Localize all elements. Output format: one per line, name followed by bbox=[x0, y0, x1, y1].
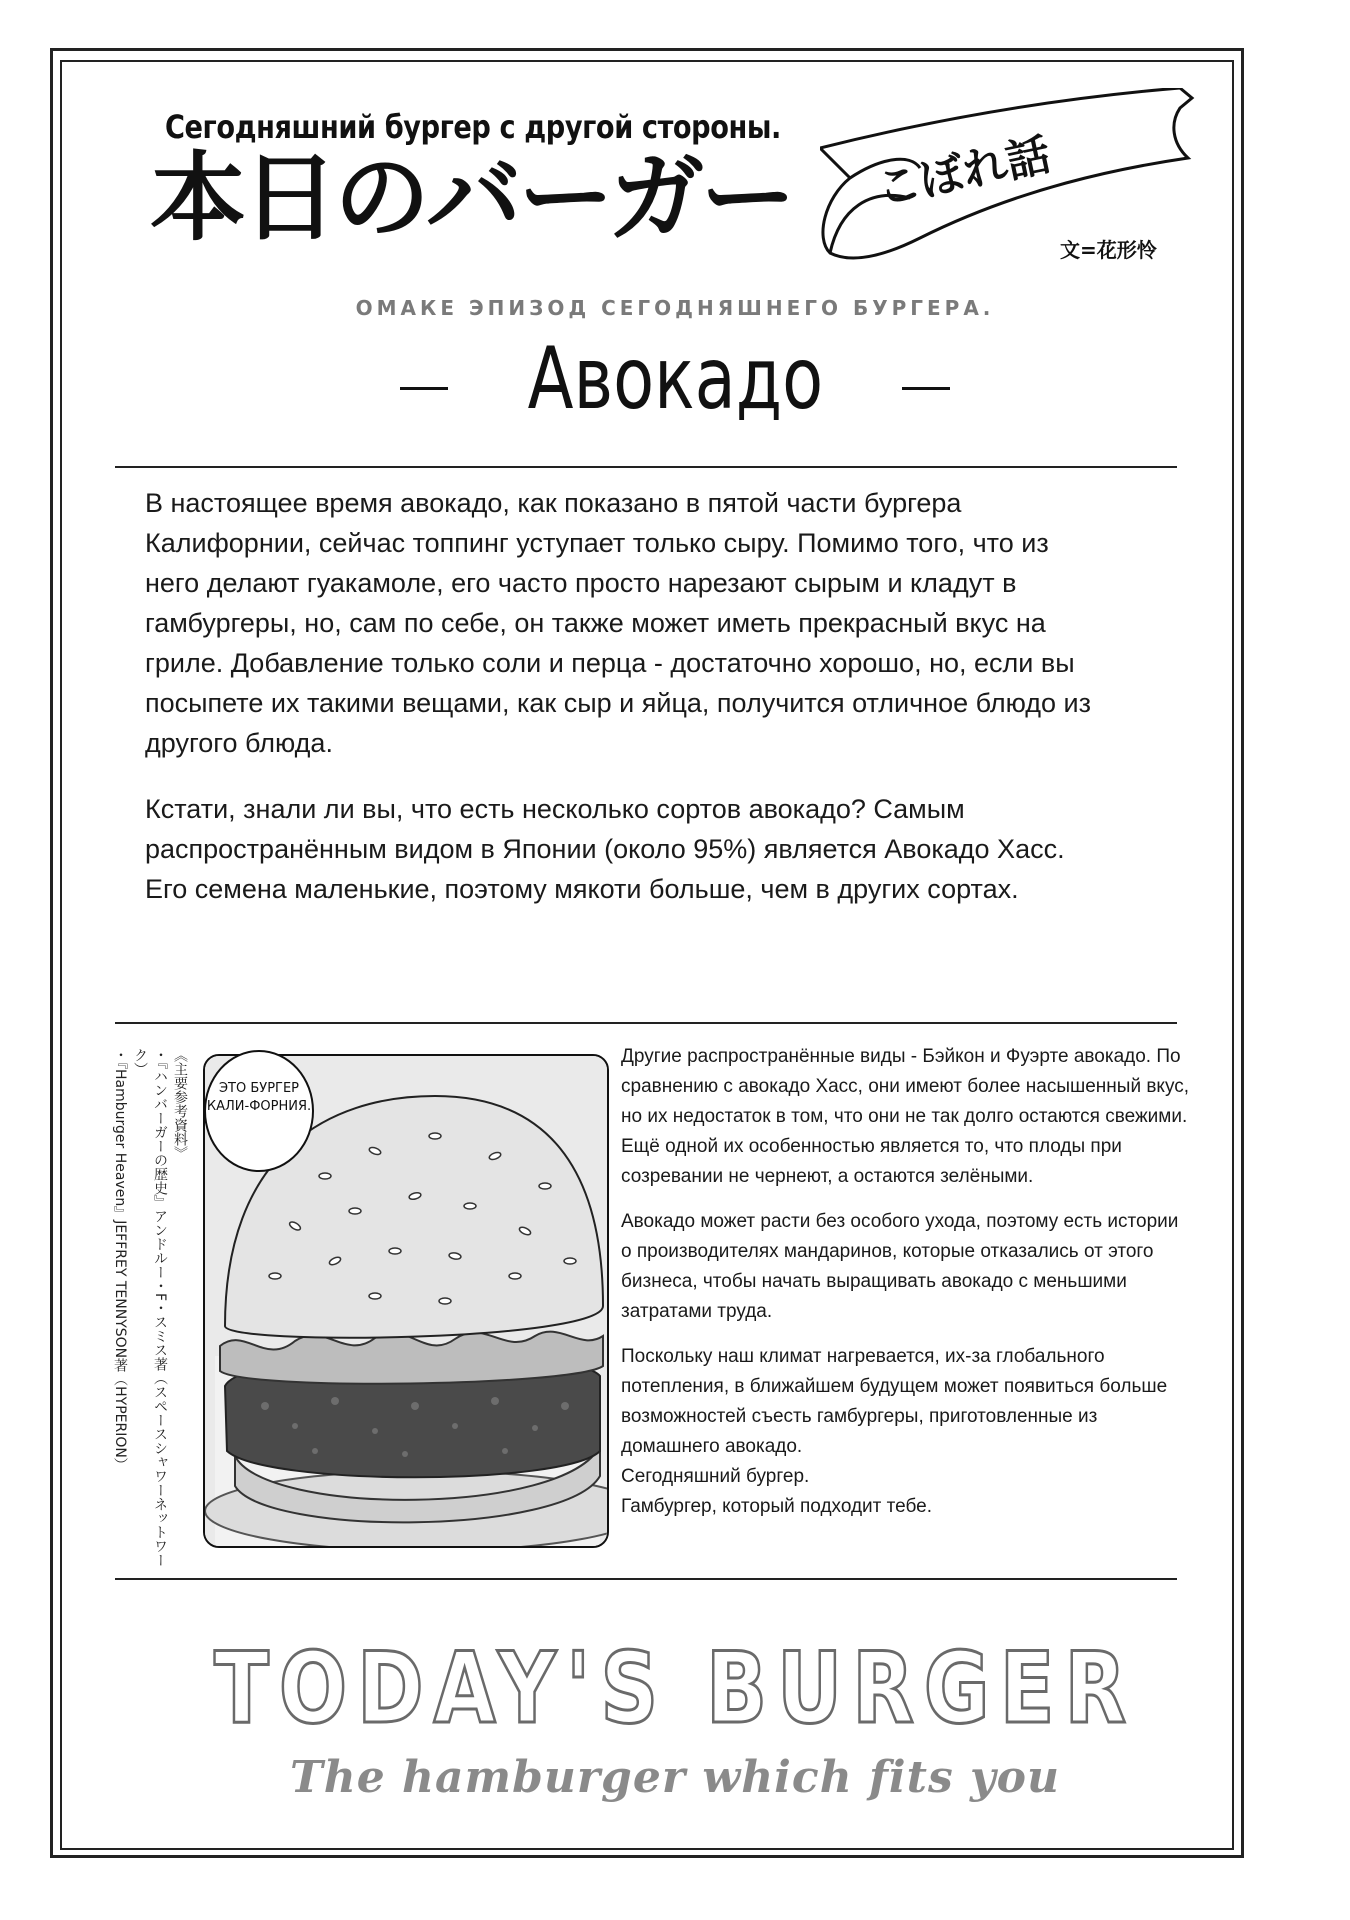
references bbox=[110, 1048, 190, 1568]
side-line: Сегодняшний бургер. bbox=[621, 1466, 810, 1487]
heading-dash-left bbox=[400, 387, 448, 390]
side-paragraph: Другие распространённые виды ‐ Бэйкон и Фуэрте авокадо. По сравнению с авокадо Хасс, они имеют более насышенный вкус, но их недостаток в том, что они не так долго остаются свежими. Ещё одной их особенностью является то, что плоды при созревании не чернеют, а остаются зелёными. bbox=[621, 1046, 1190, 1187]
heading-word: Авокадо bbox=[527, 329, 823, 429]
main-text bbox=[145, 483, 1105, 935]
omake-label: ОМАКЕ ЭПИЗОД СЕГОДНЯШНЕГО БУРГЕРА. bbox=[355, 296, 995, 320]
speech-bubble: ЭТО БУРГЕР КАЛИ-ФОРНИЯ. bbox=[204, 1050, 314, 1172]
heading-dash-right bbox=[902, 387, 950, 390]
header-subtitle: Сегодняшний бургер с другой стороны. bbox=[165, 108, 781, 146]
brand-logo-text: TODAY'S BURGER bbox=[214, 1632, 1136, 1746]
side-paragraph: Авокадо может расти без особого ухода, поэтому есть истории о производителях мандаринов, которые отказались от этого бизнеса, чтобы начать выращивать авокадо с меньшими затратами труда. bbox=[621, 1211, 1179, 1322]
references-heading: 《主要参考資料》 bbox=[172, 1048, 188, 1160]
brand-logo bbox=[0, 1632, 1350, 1746]
reference-item: ・『ハンバーガーの歴史』アンドルー・F・スミス著（スペースシャワーネットワーク） bbox=[132, 1048, 168, 1568]
reference-item: ・『Hamburger Heaven』JEFFREY TENNYSON著（HYPERION） bbox=[112, 1048, 128, 1472]
divider-rule bbox=[115, 1022, 1177, 1024]
brand-tagline: The hamburger which fits you bbox=[290, 1752, 1060, 1803]
byline: 文=花形怜 bbox=[1060, 238, 1157, 262]
divider-rule bbox=[115, 1578, 1177, 1580]
main-paragraph: В настоящее время авокадо, как показано в пятой части бургера Калифорнии, сейчас топпинг уступает только сыру. Помимо того, что из него делают гуакамоле, его часто просто нарезают сырым и кладут в гамбургеры, но, сам по себе, он также может иметь прекрасный вкус на гриле. Добавление только соли и перца ‐ достаточно хорошо, но, если вы посыпете их такими вещами, как сыр и яйца, получится отличное блюдо из другого блюда. bbox=[145, 488, 1092, 758]
side-column bbox=[621, 1042, 1191, 1522]
ribbon-text: こぼれ話 bbox=[872, 129, 1056, 216]
side-paragraph: Поскольку наш климат нагревается, их-за глобального потепления, в ближайшем будущем может появиться больше возможностей съесть гамбургеры, приготовленные из домашнего авокадо. bbox=[621, 1346, 1168, 1457]
main-paragraph: Кстати, знали ли вы, что есть несколько сортов авокадо? Самым распространённым видом в Японии (около 95%) является Авокадо Хасс. Его семена маленькие, поэтому мякоти больше, чем в других сортах. bbox=[145, 794, 1065, 904]
header-title: 本日のバーガー bbox=[150, 142, 793, 254]
divider-rule bbox=[115, 466, 1177, 468]
side-line: Гамбургер, который подходит тебе. bbox=[621, 1496, 933, 1517]
page-heading bbox=[0, 329, 1350, 429]
